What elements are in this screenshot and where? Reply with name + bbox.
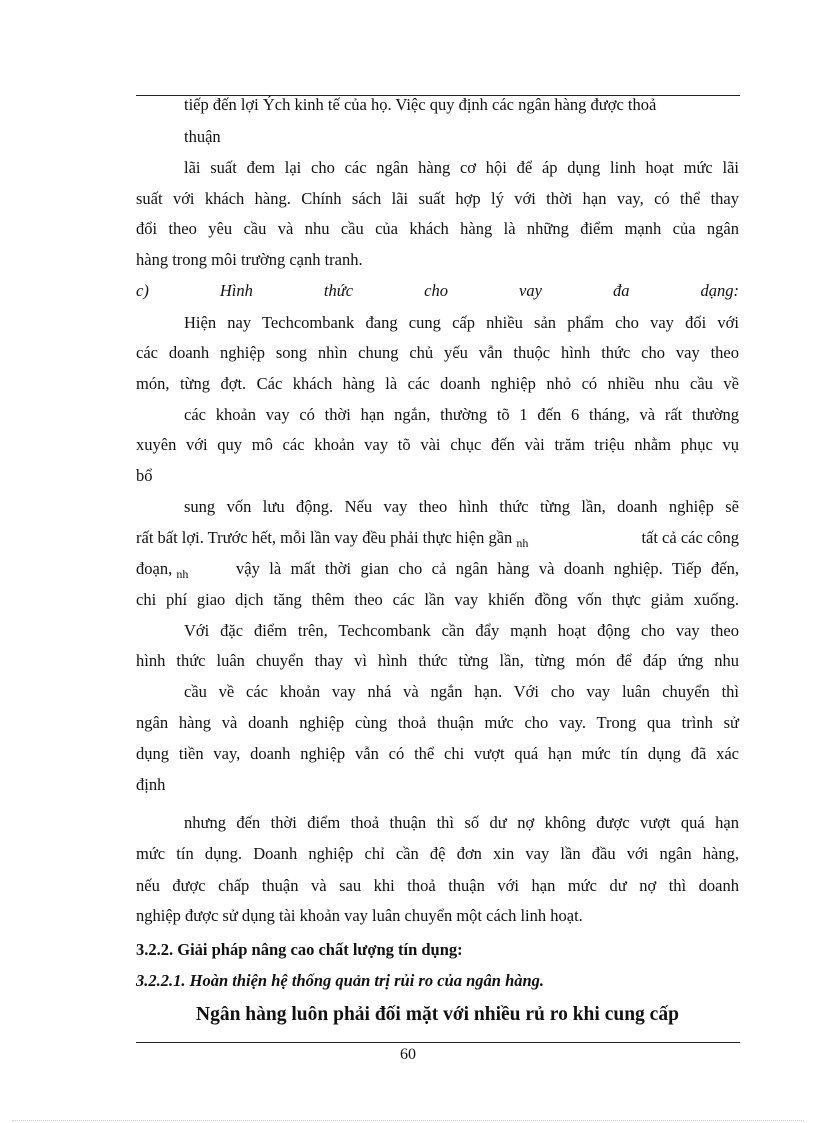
text-line: nếu được chấp thuận và sau khi thoả thuận với hạn mức dư nợ thì doanh	[136, 876, 739, 895]
text-line-with-subscript	[136, 528, 739, 553]
page-number: 60	[400, 1046, 416, 1063]
text-line: ngân hàng và doanh nghiệp cùng thoả thuận mức cho vay. Trong qua trình sử	[136, 713, 739, 732]
text-line: sung vốn lưu động. Nếu vay theo hình thức từng lần, doanh nghiệp sẽ	[184, 497, 739, 516]
text-line: dụng tiền vay, doanh nghiệp vẫn có thể chi vượt quá hạn mức tín dụng đã xác	[136, 744, 739, 763]
subscript-text: nh	[176, 567, 189, 581]
page-boundary-dots	[12, 1120, 804, 1121]
text-segment: vậy là mất thời gian cho cả ngân hàng và doanh nghiệp. Tiếp đến,	[236, 559, 739, 578]
text-line: định	[136, 775, 166, 794]
text-line: nhưng đến thời điểm thoả thuận thì số dư nợ không được vượt quá hạn	[184, 813, 739, 832]
text-segment: tất cả các công	[641, 528, 739, 547]
text-segment: rất bất lợi. Trước hết, mỗi lần vay đều phải thực hiện gần	[136, 528, 513, 547]
text-segment: đoạn,	[136, 559, 173, 578]
section-heading-3221: 3.2.2.1. Hoàn thiện hệ thống quản trị rủi ro của ngân hàng.	[136, 971, 545, 990]
text-line: chi phí giao dịch tăng thêm theo các lần vay khiến đồng vốn thực giảm xuống.	[136, 590, 739, 609]
text-line: Với đặc điểm trên, Techcombank cần đẩy mạnh hoạt động cho vay theo	[184, 621, 739, 640]
text-line: các khoản vay có thời hạn ngắn, thường tõ 1 đến 6 tháng, và rất thường	[184, 405, 739, 424]
text-line-with-subscript	[136, 559, 739, 584]
text-line: bổ	[136, 466, 153, 485]
text-line: Hiện nay Techcombank đang cung cấp nhiều sản phẩm cho vay đối với	[184, 313, 739, 332]
text-line: suất với khách hàng. Chính sách lãi suất hợp lý với thời hạn vay, có thể thay	[136, 189, 739, 208]
section-c-heading: c) Hình thức cho vay đa dạng:	[136, 281, 739, 300]
text-line: đổi theo yêu cầu và nhu cầu của khách hàng là những điểm mạnh của ngân	[136, 219, 739, 238]
text-line: món, từng đợt. Các khách hàng là các doanh nghiệp nhỏ có nhiều nhu cầu về	[136, 374, 739, 393]
text-line: cầu về các khoản vay nhá và ngắn hạn. Với cho vay luân chuyển thì	[184, 682, 739, 701]
text-line: mức tín dụng. Doanh nghiệp chỉ cần đệ đơn xin vay lần đầu với ngân hàng,	[136, 844, 739, 863]
footer-rule	[136, 1042, 740, 1043]
text-line: các doanh nghiệp song nhìn chung chủ yếu vẫn thuộc hình thức cho vay theo	[136, 343, 739, 362]
text-line: nghiệp được sử dụng tài khoản vay luân chuyển một cách linh hoạt.	[136, 906, 583, 925]
emphasis-line: Ngân hàng luôn phải đối mặt với nhiều rủ ro khi cung cấp	[196, 1004, 679, 1025]
text-line: xuyên với quy mô các khoản vay tõ vài chục đến vài trăm triệu nhằm phục vụ	[136, 435, 739, 454]
subscript-text: nh	[516, 536, 529, 550]
text-line: hình thức luân chuyển thay vì hình thức từng lần, từng món để đáp ứng nhu	[136, 651, 739, 670]
section-heading-322: 3.2.2. Giải pháp nâng cao chất lượng tín dụng:	[136, 940, 463, 959]
text-line: lãi suất đem lại cho các ngân hàng cơ hội để áp dụng linh hoạt mức lãi	[184, 158, 739, 177]
text-line: tiếp đến lợi Ých kinh tế của họ. Việc quy định các ngân hàng được thoả	[184, 95, 657, 114]
text-line: hàng trong môi trường cạnh tranh.	[136, 250, 363, 269]
text-line: thuận	[184, 127, 221, 146]
